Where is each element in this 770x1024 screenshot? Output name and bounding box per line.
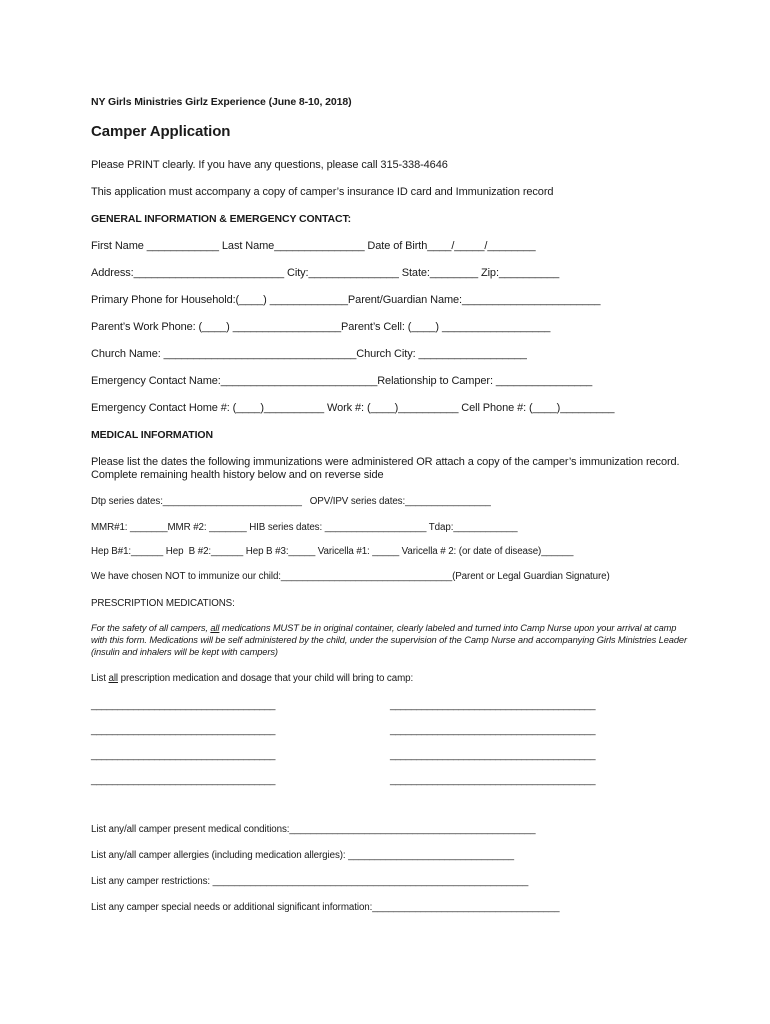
page-title: Camper Application [91, 123, 231, 140]
dtp-opv-field[interactable]: Dtp series dates:__________________________ OPV/IPV series dates:________________ [91, 496, 491, 507]
medical-info-heading: MEDICAL INFORMATION [91, 429, 213, 441]
no-immunize-signature-field[interactable]: We have chosen NOT to immunize our child:________________________________(Parent or Legal Guardian Signature) [91, 571, 610, 582]
list-medications-label: List all prescription medication and dosage that your child will bring to camp: [91, 673, 414, 684]
medical-intro-line-1: Please list the dates the following immunizations were administered OR attach a copy of the camper’s immunization record. [91, 456, 680, 468]
medication-blank-left-1[interactable]: ___________________________________ [91, 700, 276, 711]
hepb-varicella-field[interactable]: Hep B#1:______ Hep B #2:______ Hep B #3:_____ Varicella #1: _____ Varicella # 2: (or date of disease)______ [91, 546, 574, 557]
medication-blank-right-3[interactable]: _______________________________________ [390, 750, 596, 761]
print-note: Please PRINT clearly. If you have any questions, please call 315-338-4646 [91, 159, 448, 171]
medical-intro-line-2: Complete remaining health history below and on reverse side [91, 469, 384, 481]
medication-blank-left-3[interactable]: ___________________________________ [91, 750, 276, 761]
special-needs-field[interactable]: List any camper special needs or additional significant information:___________________________________ [91, 902, 560, 913]
emergency-contact-field[interactable]: Emergency Contact Name:__________________________Relationship to Camper: ________________ [91, 375, 593, 387]
restrictions-field[interactable]: List any camper restrictions: ___________________________________________________________ [91, 876, 529, 887]
medication-blank-left-2[interactable]: ___________________________________ [91, 725, 276, 736]
medication-blank-right-1[interactable]: _______________________________________ [390, 700, 596, 711]
medication-blank-left-4[interactable]: ___________________________________ [91, 775, 276, 786]
emergency-phone-field[interactable]: Emergency Contact Home #: (____)__________ Work #: (____)__________ Cell Phone #: (____)_________ [91, 402, 615, 414]
mmr-hib-field[interactable]: MMR#1: _______MMR #2: _______ HIB series dates: ___________________ Tdap:____________ [91, 522, 518, 533]
name-dob-field[interactable]: First Name ____________ Last Name_______________ Date of Birth____/_____/________ [91, 240, 536, 252]
general-info-heading: GENERAL INFORMATION & EMERGENCY CONTACT: [91, 213, 352, 225]
allergies-field[interactable]: List any/all camper allergies (including medication allergies): _______________________________ [91, 850, 514, 861]
prescription-heading: PRESCRIPTION MEDICATIONS: [91, 598, 235, 609]
medication-blank-right-2[interactable]: _______________________________________ [390, 725, 596, 736]
address-field[interactable]: Address:_________________________ City:_______________ State:________ Zip:__________ [91, 267, 560, 279]
medical-conditions-field[interactable]: List any/all camper present medical conditions:______________________________________________ [91, 824, 536, 835]
safety-note-line-2: with this form. Medications will be self administered by the child, under the supervision of the Camp Nurse and accompanying Girls Ministries Leader [91, 635, 687, 645]
safety-note-line-1: For the safety of all campers, all medications MUST be in original container, clearly labeled and turned into Camp Nurse upon your arrival at camp [91, 623, 677, 633]
parent-phone-field[interactable]: Parent’s Work Phone: (____) __________________Parent’s Cell: (____) __________________ [91, 321, 551, 333]
primary-phone-field[interactable]: Primary Phone for Household:(____) _____________Parent/Guardian Name:_______________________ [91, 294, 601, 306]
medication-blank-right-4[interactable]: _______________________________________ [390, 775, 596, 786]
form-header: NY Girls Ministries Girlz Experience (June 8-10, 2018) [91, 96, 352, 108]
accompany-note: This application must accompany a copy of camper’s insurance ID card and Immunization record [91, 186, 554, 198]
safety-note-line-3: (insulin and inhalers will be kept with campers) [91, 647, 278, 657]
church-field[interactable]: Church Name: ________________________________Church City: __________________ [91, 348, 527, 360]
